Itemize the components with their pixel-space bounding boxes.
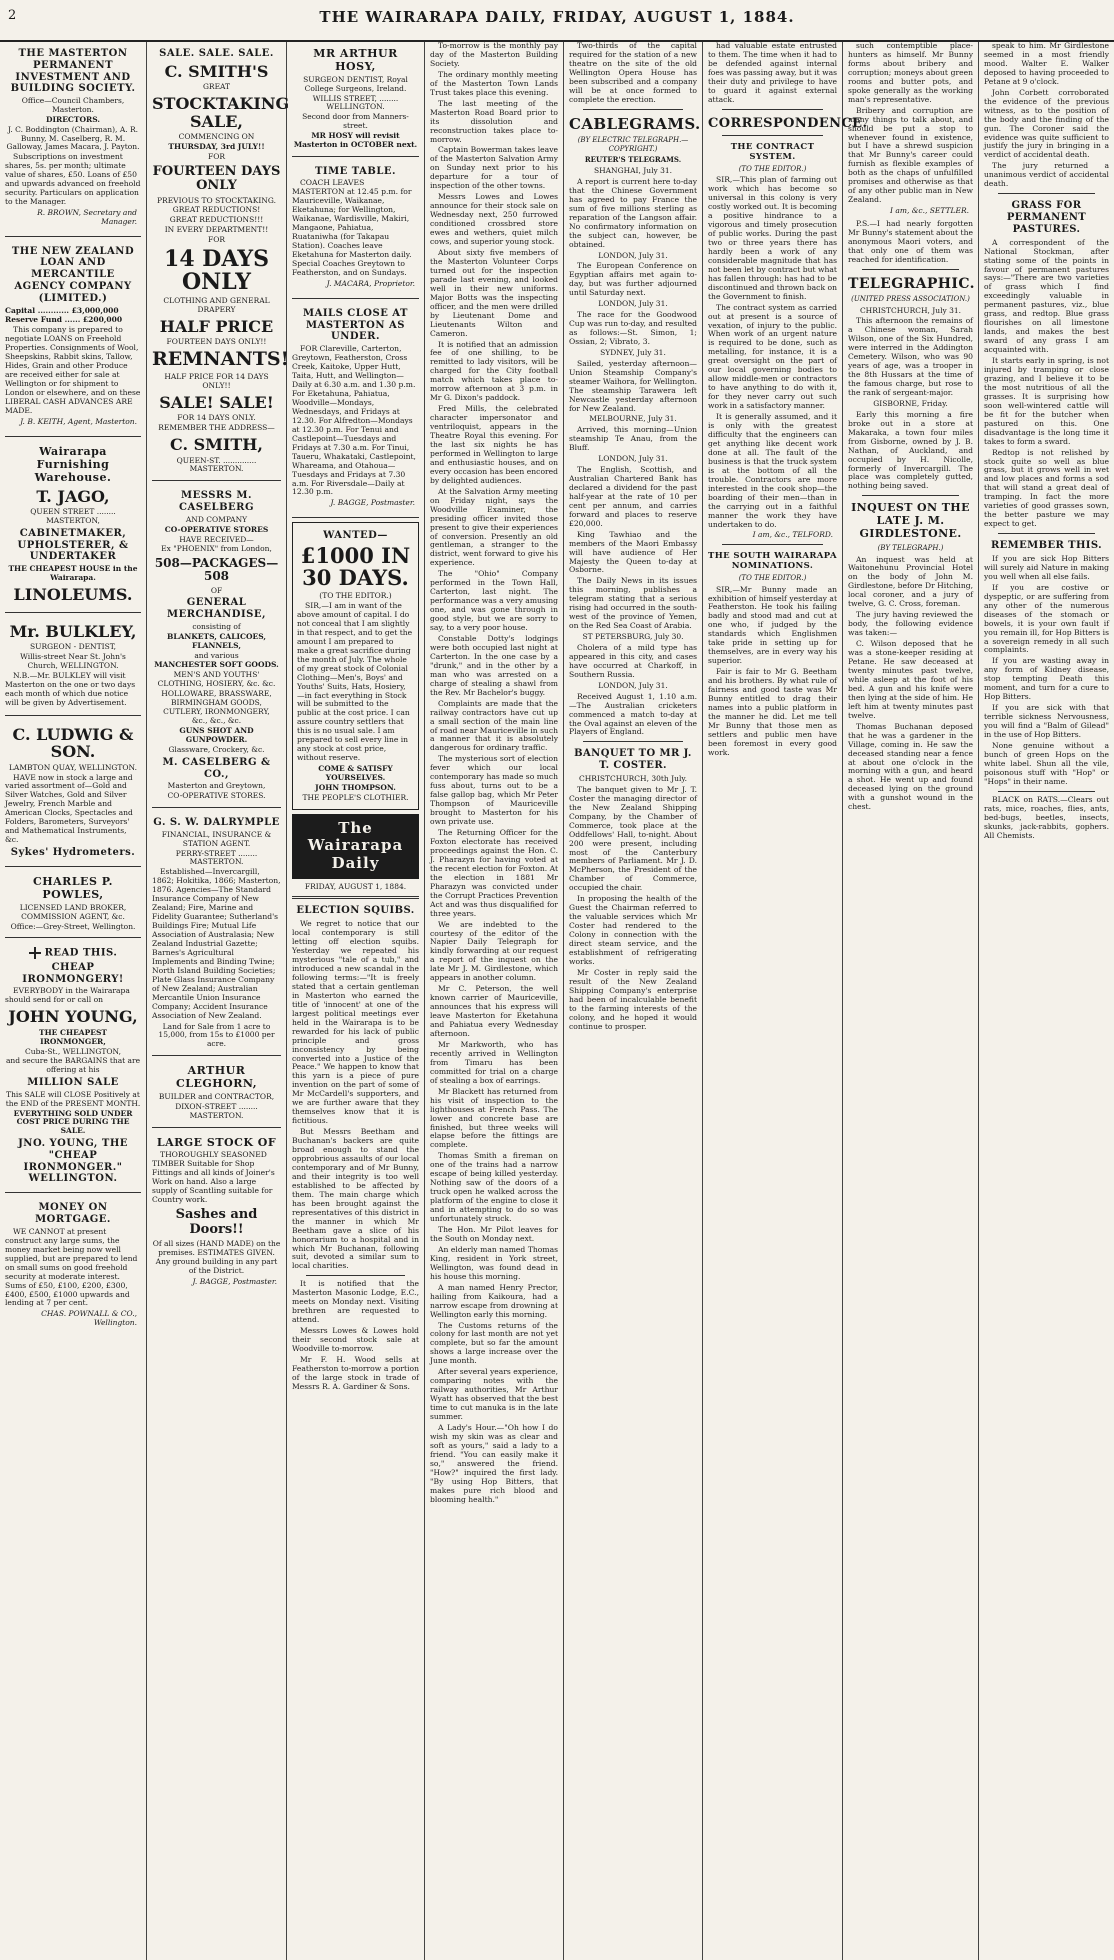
ad-agents: Sykes' Hydrometers. (10, 847, 136, 859)
editorial-paragraph: We regret to notice that our local contemporary is still letting off election squibs. Yesterday we repeated his mysterious "tale of a tub," and introduced a new scandal in the following terms:—"It is freely stated that a certain gentleman in Masterton who earned the title of 'innocent' at one of the largest political meetings ever held in the Wairarapa is to be rewarded for his lack of public principle and gross inconsistency by being converted into a Justice of the Peace." We happen to know that this yarn is a piece of pure invention on the part of some of Mr McCardell's supporters, and we are further aware that they themselves know that it is fictitious. (292, 919, 419, 1126)
ad-line: BLANKETS, CALICOES, FLANNELS, (166, 631, 267, 650)
ad-title: CHEAP IRONMONGERY! (22, 961, 124, 985)
ad-line: and secure the BARGAINS that are offering at his (5, 1056, 141, 1075)
news-paragraph: Two-thirds of the capital required for the station of a new theatre on the site of the old Wellington Opera House has been subscribed and a company will be at once formed to complete the erection. (569, 41, 697, 104)
news-paragraph: The jury returned a unanimous verdict of accidental death. (984, 161, 1109, 189)
ad-signature: R. BROWN, Secretary and Manager. (37, 207, 137, 226)
divider (722, 544, 823, 545)
dateline: CHRISTCHURCH, 30th July. (579, 774, 687, 784)
ad-body: HAVE now in stock a large and varied assortment of—Gold and Silver Watches, Gold and Silver Jewelry, French Marble and American Clocks, Spectacles and Folders, Barometers, Surveyors' and Mathematical Instruments, &c. (5, 772, 133, 845)
ad-line: Any ground building in any part of the District. (155, 1257, 278, 1276)
ad-line: COMMENCING ON (178, 132, 255, 142)
news-paragraph: The Returning Officer for the Foxton electorate has received proceedings against the Hon. C. J. Pharazyn for having voted at the recent election for Foxton. At the election in 1881 Mr Pharazyn was convicted under the Corrupt Practices Prevention Act and was thus disqualified for three years. (430, 828, 558, 918)
news-paragraph: A Lady's Hour.—"Oh how I do wish my skin was as clear and soft as yours," said a lady to a friend. "You can easily make it so," answered the friend. "How?" inquired the first lady. "By using Hop Bitters, that makes pure rich blood and blooming health." (430, 1423, 558, 1504)
ad-address: Willis-street Near St. John's Church, WELLINGTON. (20, 652, 126, 670)
ad-line: CO-OPERATIVE STORES. (167, 791, 266, 801)
ad-paragraph: BLACK on RATS.—Clears out rats, mice, roaches, flies, ants, bed-bugs, beetles, insects, skunks, jack-rabbits, gophers. All Chemists. (984, 794, 1109, 840)
ad-line: COME & SATISFY YOURSELVES. (318, 764, 393, 782)
ad-line: THE PEOPLE'S CLOTHIER. (302, 792, 409, 802)
divider (998, 533, 1095, 534)
ad-powles-land-broker (5, 870, 141, 938)
pointing-hand-icon (29, 947, 41, 959)
ad-line: HALF PRICE FOR 14 DAYS ONLY!! (164, 372, 269, 390)
ad-line: HAVE RECEIVED— (179, 534, 254, 544)
ad-date: THURSDAY, 3rd JULY!! (168, 142, 265, 152)
ad-c-smith-stocktaking (152, 42, 290, 481)
news-paragraph: C. Wilson deposed that he was a stone-keeper residing at Petane. He saw deceased at twenty minutes past twelve, while asleep at the foot of his bed. A gun and his knife were then lying at the side of him. He left him at twenty minutes past twelve. (848, 639, 973, 720)
ad-line: GREAT REDUCTIONS!!! (169, 215, 264, 225)
ad-paragraph: None genuine without a bunch of green Hops on the white label. Shun all the vile, poisonous stuff with "Hop" or "Hops" in their name. (984, 741, 1109, 786)
ad-paragraph: If you are sick Hop Bitters will surely aid Nature in making you well when all else fails. (984, 553, 1109, 581)
divider (998, 193, 1095, 194)
letter-paragraph: The contract system as carried out at present is a source of vexation, of injury to the public. When work of an urgent nature is required to be done, such as metalling, for instance, it is a great oversight on the part of our local governing bodies to allow middle-men or contractors to have anything to do with it, for they never carry out such work in a satisfactory manner. (708, 302, 837, 411)
ad-john-young-ironmonger (5, 941, 141, 1193)
news-paragraph: Messrs Lowes & Lowes hold their second stock sale at Woodville to-morrow. (292, 1326, 419, 1354)
news-paragraph: Thomas Buchanan deposed that he was a gardener in the Village, coming in. He saw the deceased standing near a fence at about one o'clock in the morning with a gun, and heard a shot. He went up and found deceased lying on the ground with a gunshot wound in the chest. (848, 721, 973, 812)
dispatch-paragraph: A report is current here to-day that the Chinese Government has agreed to pay France the sum of five millions sterling as reparation of the Langson affair. No confirmatory information on the subject can, however, be obtained. (569, 176, 697, 249)
ad-body: COACH LEAVES MASTERTON at 12.45 p.m. for Mauriceville, Waikanae, Eketahuna; for Wellington, Waikanae, Wardisville, Makiri, Mangaone, Pahiatua, Ruataniwha (for Takapau Station). Coaches leave Eketahuna for Masterton daily. Special Coaches Greytown to Featherston, and on Sundays. (292, 178, 412, 278)
ad-line: REMEMBER THE ADDRESS— (158, 423, 275, 433)
section-heading-cablegrams: CABLEGRAMS. (569, 114, 701, 133)
ad-line: and various (194, 650, 239, 660)
editorial-title: ELECTION SQUIBS. (296, 905, 415, 917)
ad-capital: Capital ............ £3,000,000 (5, 305, 119, 315)
news-paragraph: John Corbett corroborated the evidence of the previous witness, as to the position of the body and the finding of the gun. The Coroner said the evidence was quite sufficient to justify the jury in bringing in a verdict of accidental death. (984, 87, 1109, 160)
ad-million-sale: MILLION SALE (27, 1077, 119, 1089)
ad-time-table (292, 160, 419, 299)
news-paragraph: The last meeting of the Masterton Road Board prior to its dissolution and reconstruction takes place to-morrow. (430, 98, 558, 144)
divider (306, 1275, 405, 1276)
dispatch-paragraph: Early this morning a fire broke out in a store at Makaraka, a town four miles from Gisborne, owned by J. B. Nathan, of Auckland, and occupied by H. Nicolle, formerly of Invercargill. The place was completely gutted, nothing being saved. (848, 409, 973, 491)
divider (998, 791, 1095, 792)
ad-title: TIME TABLE. (314, 165, 397, 177)
news-paragraph: had valuable estate entrusted to them. The time when it had to be defended against internal foes was passing away, but it was their duty and privilege to have to guard it against external attack. (708, 41, 838, 104)
ad-signature: J. B. KEITH, Agent, Masterton. (20, 416, 137, 426)
section-heading-correspondence: CORRESPONDENCE. (708, 115, 868, 131)
news-paragraph: speak to him. Mr Girdlestone seemed in a most friendly mood. Walter E. Walker deposed to having proceeded to Petane at 9 o'clock. (984, 41, 1109, 86)
ad-signature: J. BAGGE, Postmaster. (330, 498, 415, 508)
ad-address: DIXON-STREET ........ MASTERTON. (175, 1101, 258, 1120)
ad-line: MANCHESTER SOFT GOODS. (154, 660, 279, 670)
ad-line: AND COMPANY (185, 514, 248, 524)
section-heading-remember: REMEMBER THIS. (990, 540, 1103, 552)
ad-office: Office:—Grey-Street, Wellington. (10, 921, 136, 931)
telegraphic-list (848, 307, 973, 492)
ad-name: G. S. W. DALRYMPLE (153, 817, 280, 829)
ad-caselberg-stores (152, 484, 281, 808)
dateline: ST PETERSBURG, July 30. (582, 632, 684, 642)
news-paragraph: Constable Dotty's lodgings were both occupied last night at Carterton. In the one case by a "drunk," and in the other by a man who was arrested on a charge of stealing a shawl from the Rev. Mr Bachelor's buggy. (430, 634, 558, 697)
news-paragraph: The Hon. Mr Pilot leaves for the South on Monday next. (430, 1225, 558, 1243)
ad-trade: SURGEON - DENTIST, (29, 642, 117, 652)
section-heading-grass: GRASS FOR PERMANENT PASTURES. (1006, 200, 1087, 235)
ad-stocktaking: STOCKTAKING SALE, (152, 94, 290, 131)
section-heading-banquet: BANQUET TO MR J. T. COSTER. (574, 748, 692, 772)
dateline: CHRISTCHURCH, July 31. (859, 305, 962, 315)
news-paragraph: At the Salvation Army meeting on Friday night, says the Woodville Examiner, the presiding officer invited those present to give their experiences of conversion. Presently an old gentleman, a stranger to the district, went forward to give his experience. (430, 486, 558, 568)
dispatch-paragraph: King Tawhiao and the members of the Maori Embassy will have audience of Her Majesty the Queen to-day at Osborne. (569, 529, 697, 575)
cable-list (569, 167, 697, 737)
ad-14-days-only: 14 DAYS ONLY (164, 245, 269, 295)
ad-line: FOURTEEN DAYS ONLY!! (166, 337, 267, 347)
ad-name: C. LUDWIG & SON. (12, 724, 134, 762)
ad-name: MR ARTHUR HOSY, (313, 47, 398, 73)
section-subheading: (UNITED PRESS ASSOCIATION.) (851, 295, 970, 304)
ad-wanted-1000-pounds (292, 522, 419, 809)
ad-directors: J. C. Boddington (Chairman), A. R. Bunny, M. Caselberg, R. M. Galloway, James Macara, J. Payton. (6, 124, 140, 152)
ad-signature: J. BAGGE, Postmaster. (192, 1277, 277, 1287)
news-paragraph: We are indebted to the courtesy of the editor of the Napier Daily Telegraph for kindly forwarding at our request a report of the inquest on the late Mr J. M. Girdlestone, which appears in another column. (430, 919, 558, 983)
news-paragraph: The mysterious sort of election fever which our local contemporary has made so much fuss about, turns out to be a false gallop bag, which Mr Peter Thompson of Mauriceville brought to Masterton for his own private use. (430, 754, 558, 827)
dateline: LONDON, July 31. (598, 299, 668, 309)
newspaper-title: THE WAIRARAPA DAILY, FRIDAY, AUGUST 1, 1884. (319, 8, 795, 26)
letter-heading: THE CONTRACT SYSTEM. (730, 142, 815, 163)
ad-signature: CHAS. POWNALL & CO., Wellington. (41, 1309, 137, 1328)
ad-signature: JNO. YOUNG, THE "CHEAP IRONMONGER." WELLINGTON. (18, 1138, 128, 1185)
ad-title: MONEY ON MORTGAGE. (35, 1202, 111, 1226)
ad-line: GUNS SHOT AND GUNPOWDER. (179, 726, 254, 745)
dateline: LONDON, July 31. (598, 250, 668, 260)
news-paragraph: Redtop is not relished by stock quite so well as blue grass, but it grows well in wet and low places and forms a sod that will stand a great deal of tramping. In fact the more varieties of good grasses sown, the better pasture we may expect to get. (984, 447, 1109, 529)
ad-body: Subscriptions on investment shares, 5s. per month; ultimate value of shares, £50. Loans of £50 and upwards advanced on freehold security. Particulars on application to the Manager. (5, 152, 141, 207)
dateline: LONDON, July 31. (598, 680, 668, 690)
news-paragraph: An elderly man named Thomas King, resident in York street, Wellington, was found dead in his house this morning. (430, 1244, 558, 1281)
letter-paragraph: Fair is fair to Mr G. Beetham and his brothers. By what rule of fairness and good taste was Mr Bunny entitled to drag their names into a public platform in the manner he did. Let me tell Mr Bunny that those men as settlers and public men have been foremost in every good work. (708, 667, 837, 757)
ad-money-mortgage (5, 1196, 141, 1337)
news-paragraph: Fred Mills, the celebrated character impersonator and ventriloquist, appears in the Theatre Royal this evening. For the last six nights he has performed in Wellington to large and enthusiastic houses, and on every occasion has been encored by delighted audiences. (430, 404, 558, 485)
news-paragraph: To-morrow is the monthly pay day of the Masterton Building Society. (430, 41, 558, 68)
dispatch-paragraph: The European Conference on Egyptian affairs met again to-day, but was further adjourned until Saturday next. (569, 261, 697, 298)
ad-name: MESSRS M. CASELBERG (178, 490, 255, 514)
ad-body: This company is prepared to negotiate LOANS on Freehold Properties. Consignments of Wool, Sheepskins, Rabbit skins, Tallow, Hides, Grain and other Produce are received either for sale at Wellington or for shipment to London or elsewhere, and on these LIBERAL CASH ADVANCES ARE MADE. (5, 325, 141, 415)
ad-trade: THE CHEAPEST IRONMONGER, (39, 1027, 107, 1046)
ad-line: THE CHEAPEST HOUSE in the Wairarapa. (8, 564, 138, 583)
ad-wanted: WANTED— (323, 530, 388, 542)
paper-nameplate: The Wairarapa Daily (292, 814, 419, 879)
news-paragraph: After several years experience, comparing notes with the railway authorities, Mr Arthur Wyatt has observed that the best time to cut manuka is in the late summer. (430, 1367, 558, 1422)
divider (292, 896, 419, 899)
divider (722, 135, 823, 136)
dispatch-paragraph: Received August 1, 1.10 a.m.—The Australian cricketers commenced a match to-day at the Oval against an eleven of the Players of England. (569, 691, 697, 737)
ad-line: Land for Sale from 1 acre to 15,000, from 15s to £1000 per acre. (158, 1021, 275, 1049)
ad-line: &c., &c., &c. (191, 716, 242, 726)
ad-line: OF (210, 585, 223, 595)
ad-name: C. SMITH, (170, 434, 263, 454)
news-paragraph: It is notified that the Masterton Masonic Lodge, E.C., meets on Monday next. Visiting brethren are requested to attend. (292, 1279, 419, 1325)
ad-title: THE MASTERTON PERMANENT INVESTMENT AND BUILDING SOCIETY. (10, 48, 136, 95)
ad-line: Glassware, Crockery, &c. (168, 745, 265, 755)
ad-address: PERRY-STREET ........ MASTERTON. (175, 848, 258, 867)
dispatch-paragraph: Arrived, this morning—Union steamship Te Anau, from the Bluff. (569, 425, 697, 453)
ad-line: Of all sizes (HAND MADE) on the premises. ESTIMATES GIVEN. (152, 1238, 281, 1257)
ad-title: THE NEW ZEALAND LOAN AND MERCANTILE AGENCY COMPANY (LIMITED.) (11, 245, 135, 304)
ad-line: (TO THE EDITOR.) (319, 591, 392, 601)
ad-fourteen-days: FOURTEEN DAYS ONLY (152, 163, 281, 194)
ad-name: CHARLES P. POWLES, (33, 874, 113, 901)
ad-reserve: Reserve Fund ...... £200,000 (5, 315, 123, 325)
news-paragraph: It is notified that an admission fee of one shilling, to be remitted to lady visitors, will be charged for the City football match which takes place to-morrow afternoon at 3 p.m. in Mr G. Dixon's paddock. (430, 339, 558, 403)
news-paragraph: Mr Markworth, who has recently arrived in Wellington from Timaru has been committed for trial on a charge of stealing a box of earrings. (430, 1039, 558, 1085)
divider (583, 741, 683, 742)
ad-signature: JOHN THOMPSON. (315, 782, 396, 792)
editorial-paragraph: But Messrs Beetham and Buchanan's backers are quite broad enough to stand the opprobrious assaults of our local contemporary and of Mr Bunny, and their integrity is too well established to be affected by them. The main charge which has been brought against the representatives of this district in the manner in which Mr Beetham gave a slice of his honorarium to a hospital and in which Mr Buchanan, following suit, devoted a similar sum to local charities. (292, 1127, 419, 1271)
ad-trade: SURGEON DENTIST, Royal College Surgeons, Ireland. (303, 74, 408, 93)
dispatch-paragraph: Sailed, yesterday afternoon—Union Steamship Company's steamer Waihora, for Wellington. The steamship Tarawera left Newcastle yesterday afternoon for New Zealand. (569, 358, 697, 413)
news-paragraph: Thomas Smith a fireman on one of the trains had a narrow escape of being killed yesterday. Nothing saw of the doors of a truck open he walked across the platform of the engine to close it and in attempting to do so was unfortunately struck. (430, 1151, 558, 1224)
divider (862, 495, 959, 496)
ad-directors-head: DIRECTORS. (45, 114, 101, 124)
ad-cleghorn-builder (152, 1059, 281, 1127)
column-7[interactable] (843, 42, 979, 1960)
ad-line: PREVIOUS TO STOCKTAKING. (157, 195, 276, 205)
ad-line: consisting of (192, 622, 241, 632)
divider (862, 269, 959, 270)
news-paragraph: It starts early in spring, is not injured by tramping or close grazing, and I believe it to be the most nutritious of all the grasses. It is surprising how soon well-wintered cattle will be fit for the butcher when pastured on this. One disadvantage is the long time it takes to form a sward. (984, 356, 1109, 446)
dateline: MELBOURNE, July 31. (589, 414, 677, 424)
ad-name: M. CASELBERG & CO., (162, 756, 271, 780)
ad-close: This SALE will CLOSE Positively at the END of the PRESENT MONTH. (5, 1089, 141, 1108)
section-subheading: (BY ELECTRIC TELEGRAPH.—COPYRIGHT.) (577, 136, 689, 153)
ad-address: QUEEN-ST. .............. MASTERTON. (176, 455, 257, 474)
ad-name: Mr. BULKLEY, (9, 621, 137, 641)
news-paragraph: Mr F. H. Wood sells at Featherston to-morrow a portion of the large stock in trade of Messrs R. A. Gardiner & Sons. (292, 1355, 419, 1391)
ad-name: ARTHUR CLEGHORN, (175, 1064, 258, 1091)
news-paragraph: An inquest was held at Waitonehunu Provincial Hotel on the body of John M. Girdlestone, before Dr Hitching, local coroner, and a jury of twelve, G. C. Cross, foreman. (848, 554, 973, 609)
page-number: 2 (8, 8, 17, 23)
ad-trade: CABINETMAKER, UPHOLSTERER, & UNDERTAKER (17, 527, 129, 563)
column-8[interactable] (979, 42, 1114, 1960)
ad-masterton-building-society (5, 42, 141, 237)
column-2[interactable] (147, 42, 290, 1960)
news-paragraph: Messrs Lowes and Lowes announce for their stock sale on Wednesday next, 250 furrowed conditioned crossbred store ewes and wethers, quiet milch cows, and superior young stock. (430, 192, 558, 247)
masthead (0, 0, 1114, 42)
ad-name: T. JAGO, (36, 486, 110, 506)
ad-line: HOLLOWARE, BRASSWARE, BIRMINGHAM GOODS, CUTLERY, IRONMONGERY, (161, 688, 272, 716)
ad-read-this: READ THIS. (5, 947, 141, 959)
ad-paragraph: If you are wasting away in any form of Kidney disease, stop tempting Death this moment, and turn for a cure to Hop Bitters. (984, 656, 1109, 702)
ad-visit: MR HOSY will revisit Masterton in OCTOBER next. (293, 131, 418, 149)
sale-banner: SALE. SALE. SALE. (159, 48, 274, 59)
ad-paragraph: If you are sick with that terrible sickness Nervousness, you will find a "Balm of Gilead" in the use of Hop Bitters. (984, 703, 1109, 740)
news-paragraph: The jury having reviewed the body, the following evidence was taken:— (848, 610, 973, 638)
letter-heading: THE SOUTH WAIRARAPA NOMINATIONS. (708, 551, 837, 572)
news-paragraph: Mr Coster in reply said the result of the New Zealand Shipping Company's enterprise had been of incalculable benefit to the farming interests of the colony, and he hoped it would continue to prosper. (569, 967, 697, 1031)
ad-name: C. SMITH'S (164, 61, 269, 81)
ad-signature: J. MACARA, Proprietor. (326, 278, 415, 288)
news-paragraph: About sixty five members of the Masterton Volunteer Corps turned out for the inspection parade last evening, and looked well in their new uniforms. Major Botts was the inspecting officer, and the men were drilled by Lieutenant Dome and Lieutenants Wilton and Cameron. (430, 247, 558, 338)
dispatch-paragraph: Cholera of a mild type has appeared in this city, and cases have occurred at Charkoff, in Southern Russia. (569, 643, 697, 679)
dispatch-paragraph: This afternoon the remains of a Chinese woman, Sarah Wilson, one of the Six Hundred, were interred in the Addington Cemetery. Wilson, who was 90 years of age, was a trooper in the 8th Hussars at the time of the famous charge, but rose to the rank of sergeant-major. (848, 316, 973, 397)
letter-signature: I am, &c., SETTLER. (890, 206, 969, 216)
section-heading-inquest: INQUEST ON THE LATE J. M. GIRDLESTONE. (851, 501, 970, 541)
dateline: GISBORNE, Friday. (873, 398, 948, 408)
dispatch-paragraph: The Daily News in its issues this morning, publishes a telegram stating that a serious rising had occurred in the south-west of the province of Yemen, on the Red Sea Coast of Arabia. (569, 576, 697, 631)
ad-timber-stock (152, 1131, 281, 1297)
ad-line: FOR (208, 234, 225, 244)
ad-address: QUEEN STREET ........ MASTERTON, (30, 507, 116, 526)
ad-address: LAMBTON QUAY, WELLINGTON. (8, 762, 138, 772)
ad-title: Wairarapa Furnishing Warehouse. (34, 444, 112, 484)
news-paragraph: Mr Blackett has returned from his visit of inspection to the lighthouses at French Pass. The lower and concrete base are finished, but three weeks will elapse before the fittings are complete. (430, 1086, 558, 1150)
letter-paragraph: SIR,—Mr Bunny made an exhibition of himself yesterday at Featherston. He took his failing badly and stood mad and cut at one who, if judged by the standards which Englishmen take pride in setting up for themselves, are in every way his superior. (708, 584, 837, 666)
section-subheading: (BY TELEGRAPH.) (877, 544, 944, 553)
column-1[interactable] (0, 42, 147, 1960)
ad-trade: FINANCIAL, INSURANCE & STATION AGENT. (161, 829, 272, 848)
letter-to-editor: (TO THE EDITOR.) (738, 574, 807, 583)
news-paragraph: A man named Henry Prector, hailing from Kaikoura, had a narrow escape from drowning at Wellington early this morning. (430, 1282, 558, 1319)
ad-hosy-dentist (292, 42, 419, 157)
section-heading-telegraphic: TELEGRAPHIC. (848, 275, 975, 292)
ad-sale-sale: SALE! SALE! (159, 392, 274, 412)
ad-title: LARGE STOCK OF (156, 1135, 277, 1149)
ad-line: GREAT REDUCTIONS! (172, 205, 261, 215)
dateline: SYDNEY, July 31. (600, 347, 666, 357)
ad-sashes: Sashes and Doors!! (175, 1207, 258, 1237)
ad-line: CO-OPERATIVE STORES (164, 524, 269, 534)
editorial-date: FRIDAY, AUGUST 1, 1884. (304, 881, 407, 891)
letter-paragraph: SIR,—This plan of farming out work which has become so universal in this colony is very costly worked out. It is becoming a positive hindrance to a vigorous and timely prosecution of public works. During the past two or three years there has hardly been a work of any considerable magnitude that has not been let by contract but what has fallen through: has had to be discontinued and thrown back on the Government to finish. (708, 175, 837, 301)
column-5[interactable] (564, 42, 703, 1960)
ad-address: Cuba-St., WELLINGTON, (25, 1046, 121, 1056)
news-paragraph: In proposing the health of the Guest the Chairman referred to the valuable services which Mr Coster had rendered to the Colony in connection with the direct steam service, and the establishment of refrigerating works. (569, 894, 697, 966)
ad-packages: 508—PACKAGES—508 (154, 556, 279, 584)
ad-body: FOR Clareville, Carterton, Greytown, Featherston, Cross Creek, Kaitoke, Upper Hutt, Taita, Hutt, and Wellington—Daily at 6.30 a.m. and 1.30 p.m. For Eketahuna, Pahiatua, Woodville—Mondays, Wednesdays, and Fridays at 12.30. For Alfredton—Mondays at 12.30 p.m. For Tenui and Castlepoint—Tuesdays and Fridays at 7.30 a.m. For Tinui, Taueru, Whakataki, Castlepoint, Whareama, and Otahoua—Tuesdays and Fridays at 7.30 a.m. For Riversdale—Daily at 12.30 p.m. (292, 344, 416, 497)
ad-body: Established—Invercargill, 1862; Hokitika, 1866; Masterton, 1876. Agencies—The Standard Insurance Company of New Zealand; Fire, Marine and Fidelity Guarantee; Sutherland's Buildings Fire; Mutual Life Association of Australasia; New Zealand Industrial Gazette; Barnes's Agricultural Implements and Binding Twine; North Island Building Societies; Plate Glass Insurance Company of New Zealand; Australian Mercantile Union Insurance Company; Accident Insurance Association of New Zealand. (152, 867, 281, 1020)
dispatch-paragraph: The race for the Goodwood Cup was run to-day, and resulted as follows:—St. Simon, 1; Ossian, 2; Vibrato, 3. (569, 310, 697, 346)
letter-to-editor: (TO THE EDITOR.) (738, 165, 807, 174)
news-paragraph: The Customs returns of the colony for last month are not yet complete, but so far the amount shows a large increase over the June month. (430, 1320, 558, 1366)
ad-trade: LICENSED LAND BROKER, COMMISSION AGENT, &c. (19, 902, 127, 921)
ad-address: Masterton and Greytown, (167, 781, 266, 791)
ad-line: GREAT (202, 82, 231, 92)
ad-linoleums: LINOLEUMS. (13, 584, 133, 604)
ad-line: Ex "PHOENIX" from London, (161, 544, 272, 554)
column-6[interactable] (703, 41, 868, 1960)
ad-cost: EVERYTHING SOLD UNDER COST PRICE DURING THE SALE. (13, 1108, 133, 1136)
ad-address: WILLIS STREET, ........ WELLINGTON. (312, 93, 399, 112)
letter-paragraph: It is generally assumed, and it is only with the greatest difficulty that the engineers can get anything like decent work done at all. The fault of the business is that the truck system is at the bottom of all the trouble. Contractors are more interested in the cook shop—the boarding of their men—than in the carrying out in a faithful manner the work they have undertaken to do. (708, 412, 837, 529)
ad-line: FOR 14 DAYS ONLY. (177, 413, 256, 423)
ad-jago-furnishing (5, 440, 141, 613)
letter-postscript: P.S.—I had nearly forgotten Mr Bunny's statement about the anonymous Maori voters, and that only one of them was reached for identification. (848, 219, 973, 264)
column-4[interactable] (425, 42, 564, 1960)
ad-title: MAILS CLOSE AT MASTERTON AS UNDER. (303, 307, 408, 343)
ad-dalrymple-agent (152, 811, 281, 1056)
ad-note: Second door from Manners-street. (302, 112, 409, 131)
ad-office: Office—Council Chambers, Masterton. (21, 96, 125, 115)
column-3[interactable] (287, 42, 425, 1960)
ad-body: WE CANNOT at present construct any large sums, the money market being now well supplied, but are prepared to lend on small sums on good freehold security at moderate interest. Sums of £50, £100, £200, £300, £400, £500, £1000 upwards and lending at 7 per cent. (5, 1226, 138, 1308)
news-paragraph: The banquet given to Mr J. T. Coster the managing director of the New Zealand Shipping Company, by the Chamber of Commerce, took place at the Oddfellows' Hall, to-night. About 200 were present, including most of the Canterbury members of Parliament. Mr J. D. McPherson, the President of the Chamber of Commerce, occupied the chair. (569, 784, 697, 893)
divider (722, 109, 823, 110)
ad-mails-close (292, 302, 419, 518)
news-paragraph: A correspondent of the National Stockman, after stating some of the points in favour of permanent pastures says:—"There are two varieties of grass which I find exceedingly valuable in permanent pastures, viz., blue grass, and redtop. Blue grass flourishes on all limestone lands, and makes the best sward of any grass I am acquainted with. (984, 237, 1109, 355)
ad-body: THOROUGHLY SEASONED TIMBER Suitable for Shop Fittings and all kinds of Joiner's Work on hand. Also a large supply of Scantling suitable for Country work. (152, 1150, 275, 1205)
ad-line: IN EVERY DEPARTMENT!! (164, 225, 269, 235)
ad-note: N.B.—Mr. BULKLEY will visit Masterton on the one or two days each month of which due notice will be given by Advertisement. (5, 670, 136, 707)
section-agency: REUTER'S TELEGRAMS. (584, 154, 682, 164)
ad-line: MEN'S AND YOUTHS' CLOTHING, HOSIERY, &c. &c. (157, 670, 276, 689)
ad-line: CLOTHING AND GENERAL DRAPERY (163, 295, 270, 314)
ad-bulkley-dentist (5, 616, 141, 716)
dispatch-paragraph: The English, Scottish, and Australian Chartered Bank has declared a dividend for the past half-year at the rate of 10 per cent per annum, and carries forward and places to reserve £20,000. (569, 465, 697, 528)
ad-ludwig-jewellers (5, 719, 141, 867)
letter-paragraph: Bribery and corruption are many things to talk about, and should be put a stop to whenever found in existence, but I have a shrewd suspicion that Mr Bunny's career could furnish as flexible examples of both as the chaps of unfulfilled promises and otherwise as that of any other public man in New Zealand. (848, 105, 973, 205)
ad-body: SIR,—I am in want of the above amount of capital. I do not conceal that I am slightly in that respect, and to get the amount I am prepared to make a great sacrifice during the month of July. The whole of my great stock of Colonial Clothing—Men's, Boys' and Youths' Suits, Hats, Hosiery, —in fact everything in Stock will be submitted to the public at the cost price. I can assure country settlers that this is no usual sale. I am prepared to sell every line in any stock at cost price, without reserve. (297, 600, 413, 763)
ad-name: JOHN YOUNG, (8, 1007, 138, 1027)
ad-body: EVERYBODY in the Wairarapa should send for or call on (5, 986, 130, 1005)
news-paragraph: Captain Bowerman takes leave of the Masterton Salvation Army on Sunday next prior to his departure for a tour of inspection of the other towns. (430, 145, 558, 191)
news-paragraph: Mr C. Peterson, the well known carrier of Mauriceville, announces that his express will leave Masterton for Eketahuna and Pahiatua every Wednesday afternoon. (430, 984, 558, 1038)
dateline: LONDON, July 31. (598, 454, 668, 464)
ad-half-price: HALF PRICE (159, 316, 274, 336)
ad-paragraph: If you are costive or dyspeptic, or are suffering from any other of the numerous diseases of the stomach or bowels, it is your own fault if you remain ill, for Hop Bitters is a sovereign remedy in all such complaints. (984, 582, 1109, 655)
ad-line: GENERAL MERCHANDISE, (167, 597, 266, 621)
letter-paragraph: such contemptible place-hunters as himself. Mr Bunny forms about bribery and corruption; moneys about green rooms and butter pots, and spoke generally as the working man's representative. (848, 41, 973, 104)
ad-amount: £1000 IN 30 DAYS. (300, 543, 411, 591)
newspaper-columns (0, 42, 1114, 1960)
ad-remnants: REMNANTS! (152, 348, 289, 371)
divider (583, 109, 683, 110)
news-paragraph: The "Ohio" Company performed in the Town Hall, Carterton, last night. The performance was a very amusing one, and was gone through in good style, but we are sorry to say, to a very poor house. (430, 569, 558, 633)
dateline: SHANGHAI, July 31. (593, 166, 673, 176)
ad-trade: BUILDER and CONTRACTOR, (158, 1091, 275, 1101)
news-paragraph: The ordinary monthly meeting of the Masterton Town Lands Trust takes place this evening. (430, 69, 558, 97)
letter-signature: I am, &c., TELFORD. (752, 530, 833, 540)
ad-nz-loan-agency (5, 240, 141, 437)
ad-line: FOR (208, 152, 225, 162)
news-paragraph: Complaints are made that the railway contractors have cut up a small section of the main line of road near Mauriceville in such a manner that it is absolutely dangerous for ordinary traffic. (430, 698, 558, 753)
